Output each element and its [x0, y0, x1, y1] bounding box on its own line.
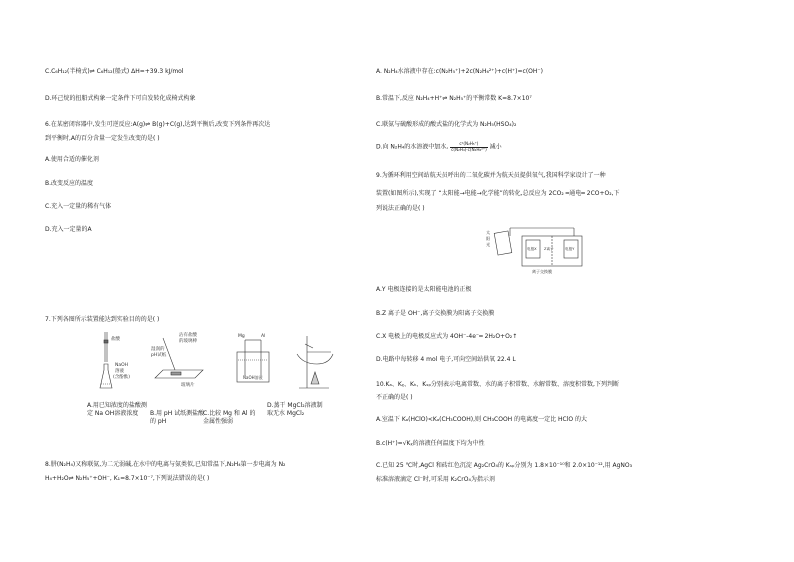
fig-a-label-naoh: NaOH	[115, 363, 129, 368]
fig-b-label-2: 的玻璃棒	[179, 339, 197, 344]
q6-stem-line1: 6.在某密闭容器中,发生可逆反应:A(g)⇌ B(g)+C(g),达到平衡后,改变下列条件再次达	[45, 121, 271, 128]
q9-option-c: C.X 电极上的电极反应式为 4OH⁻-4e⁻═ 2H₂O+O₂↑	[376, 333, 518, 340]
q5-option-d: D.环己烷的扭船式构象一定条件下可自发转化成椅式构象	[45, 95, 196, 102]
glass-rod-ph-paper	[155, 338, 203, 378]
fraction-denominator: c(N₂H₄)·c(N₂H₆²⁺)	[451, 146, 487, 152]
q9-electrolysis-figure	[484, 222, 594, 277]
fraction-numerator: c²(N₂H₅⁺)	[450, 142, 488, 148]
q7-stem: 7.下列各图所示装置能达到实验目的的是( )	[45, 316, 160, 323]
fig-c-label-mg: Mg	[238, 334, 245, 339]
q7-option-a: A.用已知浓度的盐酸测定 Na OH溶液浓度	[87, 402, 147, 417]
fig-b-label-5: 玻璃片	[181, 383, 195, 388]
q6-option-a: A.使用合适的催化剂	[45, 156, 99, 163]
fig-a-label-solution: 溶液	[115, 369, 124, 374]
fig-a-label-hcl: 盐酸	[111, 337, 120, 342]
q7-apparatus-figure	[45, 330, 345, 392]
q10-stem-line1: 10.Kₐ、Kᵪ、Kₕ、Kₛₚ分别表示电离常数、水的离子积常数、水解常数、溶度积常数,下列判断	[376, 381, 619, 388]
q8-option-d-prefix: D.向 N₂H₄的水溶液中加水,	[376, 143, 449, 151]
q6-option-c: C.充入一定量的稀有气体	[45, 203, 112, 210]
fig9-label-x: 电极X	[527, 247, 537, 251]
evaporating-dish-stand	[297, 336, 333, 388]
q9-stem-line1: 9.为循环利用空间站航天员呼出的二氧化碳并为航天员提供氧气,我国科学家设计了一种	[376, 172, 606, 179]
fig9-label-y: 电极Y	[565, 247, 575, 251]
fig-c-label-naoh: NaOH溶液	[243, 375, 263, 380]
q9-option-b: B.Z 离子是 OH⁻,离子交换膜为阳离子交换膜	[376, 310, 495, 317]
q6-option-b: B.改变反应的温度	[45, 180, 94, 187]
fig-b-label-1: 沾有盐酸	[179, 333, 197, 338]
q8-option-d	[376, 142, 502, 152]
q5-option-c: C.C₆H₁₂(半椅式)⇌ C₆H₁₂(船式) ΔH=+39.3 kJ/mol	[45, 68, 184, 75]
fig-a-label-phenol: (含酚酞)	[113, 375, 131, 380]
q8-option-b: B.常温下,反应 N₂H₄+H⁺⇌ N₂H₅⁺的平衡常数 K=8.7×10⁷	[376, 95, 532, 102]
q8-option-d-suffix: 减小	[489, 143, 502, 151]
fig9-label-membrane: 离子交换膜	[532, 269, 552, 274]
q7-option-c: C.比较 Mg 和 Al 的金属性强弱	[203, 410, 256, 425]
q9-stem-line3: 列说法正确的是( )	[376, 205, 425, 212]
q9-stem-line2: 装置(如图所示),实现了 “太阳能→电能→化学能”的转化,总反应为 2CO₂ ═通电═ 2CO+O₂,下	[376, 190, 620, 197]
q10-option-c-line1: C.已知 25 ℃时,AgCl 和砖红色沉淀 Ag₂CrO₄的 Kₛₚ分别为 1.8×10⁻¹⁰和 2.0×10⁻¹²,用 AgNO₃	[376, 462, 633, 469]
q9-option-a: A.Y 电极连接的是太阳能电池的正极	[376, 286, 472, 293]
q8-option-d-fraction	[450, 142, 488, 152]
solar-panel	[494, 231, 512, 255]
q6-stem-line2: 到平衡时,A的百分含量一定发生改变的是( )	[45, 135, 160, 142]
q8-stem-line1: 8.肼(N₂H₄)又称联氨,为二元弱碱,在水中的电离与氨类似,已知常温下,N₂H₄第一步电离为 N₂	[45, 461, 286, 468]
fig9-label-guang: 光	[486, 242, 491, 247]
q10-option-b: B.c(H⁺)=√Kᵪ的溶液任何温度下均为中性	[376, 440, 485, 447]
fig9-label-z: Z离子	[544, 247, 554, 251]
q8-option-c: C.联氨与硫酸形成的酸式盐的化学式为 N₂H₅(HSO₄)₂	[376, 121, 517, 128]
q10-option-c-line2: 标准溶液滴定 Cl⁻时,可采用 K₂CrO₄为指示剂	[376, 476, 495, 483]
fig9-label-yang: 阳	[486, 236, 491, 241]
fig-b-label-3: 湿润的	[151, 347, 165, 352]
q9-option-d: D.电路中每转移 4 mol 电子,可向空间站供氧 22.4 L	[376, 356, 516, 363]
q10-stem-line2: 不正确的是( )	[376, 394, 413, 401]
fig-c-label-al: Al	[261, 334, 266, 339]
q10-option-a: A.室温下 Kₐ(HClO)<Kₐ(CH₃COOH),则 CH₃COOH 的电离度一定比 HClO 的大	[376, 416, 587, 423]
q8-stem-line2: H₄+H₂O⇌ N₂H₅⁺+OH⁻, K₁=8.7×10⁻⁷,下列说法错误的是( )	[45, 475, 210, 482]
q6-option-d: D.充入一定量的A	[45, 226, 92, 233]
q7-option-b: B.用 pH 试纸测盐酸的 pH	[150, 410, 205, 425]
q8-option-a: A. N₂H₄水溶液中存在:c(N₂H₅⁺)+2c(N₂H₆²⁺)+c(H⁺)=c(OH⁻)	[376, 68, 543, 75]
q7-option-d: D.蒸干 MgCl₂溶液制取无水 MgCl₂	[267, 402, 323, 417]
fig-b-label-4: pH试纸	[151, 353, 167, 358]
fig9-label-tai: 太	[486, 230, 491, 235]
